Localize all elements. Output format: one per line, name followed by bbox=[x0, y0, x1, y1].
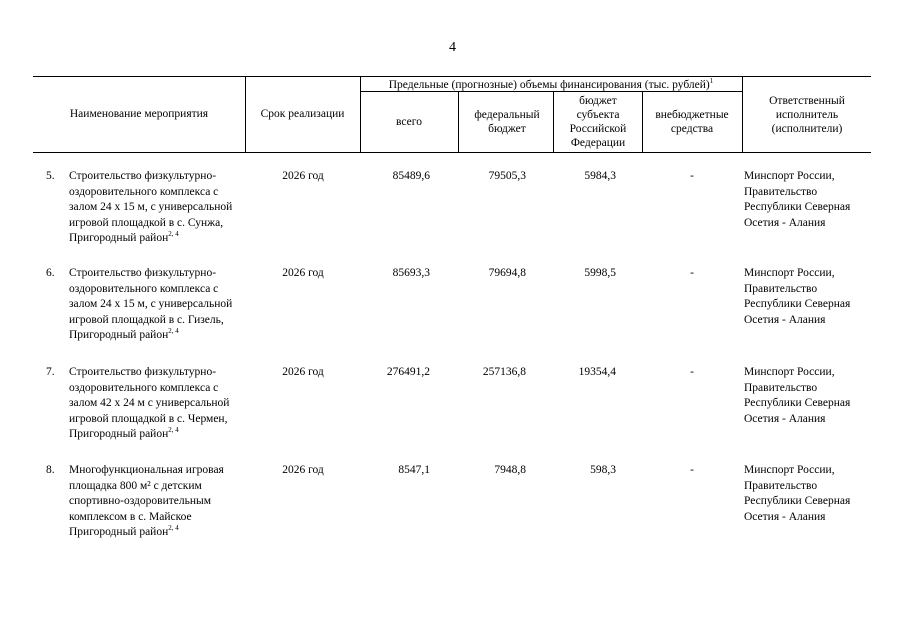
row-federal: 79694,8 bbox=[488, 267, 526, 279]
col-divider bbox=[458, 91, 459, 153]
header-funding-group: Предельные (прогнозные) объемы финансирования (тыс. рублей)$^1$ bbox=[388, 77, 714, 91]
row-index: 5. bbox=[46, 170, 55, 182]
row-responsible: Минспорт России, Правительство Республики Северная Осетия - Алания bbox=[744, 267, 851, 326]
row-term: 2026 год bbox=[282, 366, 324, 378]
footnote-mark: 1 bbox=[709, 77, 714, 86]
row-federal: 79505,3 bbox=[488, 170, 526, 182]
col-divider bbox=[553, 91, 554, 153]
footnote-mark: 2, 4 bbox=[168, 230, 179, 239]
header-total: всего bbox=[396, 116, 422, 128]
row-responsible: Минспорт России, Правительство Республики Северная Осетия - Алания bbox=[744, 366, 851, 425]
col-divider bbox=[742, 76, 743, 153]
row-name: Строительство физкультурно-оздоровительного комплекса с залом 24 х 15 м, с универсальной игровой площадкой в с. Сунжа, Пригородный район$^{2, 4}$ bbox=[69, 170, 233, 244]
row-responsible: Минспорт России, Правительство Республики Северная Осетия - Алания bbox=[744, 464, 851, 523]
row-extra: - bbox=[690, 267, 694, 279]
header-term: Срок реализации bbox=[260, 108, 345, 120]
header-responsible: Ответственный исполнитель (исполнители) bbox=[769, 95, 845, 135]
row-extra: - bbox=[690, 366, 694, 378]
row-total: 276491,2 bbox=[386, 366, 430, 378]
row-index: 8. bbox=[46, 464, 55, 476]
row-federal: 257136,8 bbox=[482, 366, 526, 378]
col-divider bbox=[642, 91, 643, 153]
row-total: 85693,3 bbox=[392, 267, 430, 279]
header-bottom-rule bbox=[33, 152, 871, 153]
page-number: 4 bbox=[449, 40, 456, 55]
footnote-mark: 2, 4 bbox=[168, 524, 179, 533]
row-regional: 598,3 bbox=[590, 464, 616, 476]
row-responsible: Минспорт России, Правительство Республики Северная Осетия - Алания bbox=[744, 170, 851, 229]
row-extra: - bbox=[690, 170, 694, 182]
row-index: 7. bbox=[46, 366, 55, 378]
header-name: Наименование мероприятия bbox=[69, 108, 209, 120]
row-index: 6. bbox=[46, 267, 55, 279]
row-total: 85489,6 bbox=[392, 170, 430, 182]
table-top-rule bbox=[33, 76, 871, 77]
row-term: 2026 год bbox=[282, 267, 324, 279]
row-regional: 19354,4 bbox=[578, 366, 616, 378]
row-term: 2026 год bbox=[282, 170, 324, 182]
footnote-mark: 2, 4 bbox=[168, 327, 179, 336]
row-regional: 5998,5 bbox=[584, 267, 616, 279]
header-federal: федеральный бюджет bbox=[474, 109, 540, 135]
footnote-mark: 2, 4 bbox=[168, 426, 179, 435]
row-total: 8547,1 bbox=[398, 464, 430, 476]
header-regional: бюджет субъекта Российской Федерации bbox=[569, 95, 627, 149]
row-name: Строительство физкультурно-оздоровительного комплекса с залом 24 х 15 м, с универсальной игровой площадкой в с. Гизель, Пригородный район$^{2, 4}$ bbox=[69, 267, 233, 341]
header-extra: внебюджетные средства bbox=[655, 109, 729, 135]
row-term: 2026 год bbox=[282, 464, 324, 476]
row-extra: - bbox=[690, 464, 694, 476]
row-regional: 5984,3 bbox=[584, 170, 616, 182]
row-name: Строительство физкультурно-оздоровительного комплекса с залом 42 х 24 м с универсальной игровой площадкой в с. Чермен, Пригородный район$^{2, 4}$ bbox=[69, 366, 230, 440]
row-federal: 7948,8 bbox=[494, 464, 526, 476]
row-name: Многофункциональная игровая площадка 800 м² с детским спортивно-оздоровительным комплексом в с. Майское Пригородный район$^{2, 4}$ bbox=[69, 464, 224, 538]
